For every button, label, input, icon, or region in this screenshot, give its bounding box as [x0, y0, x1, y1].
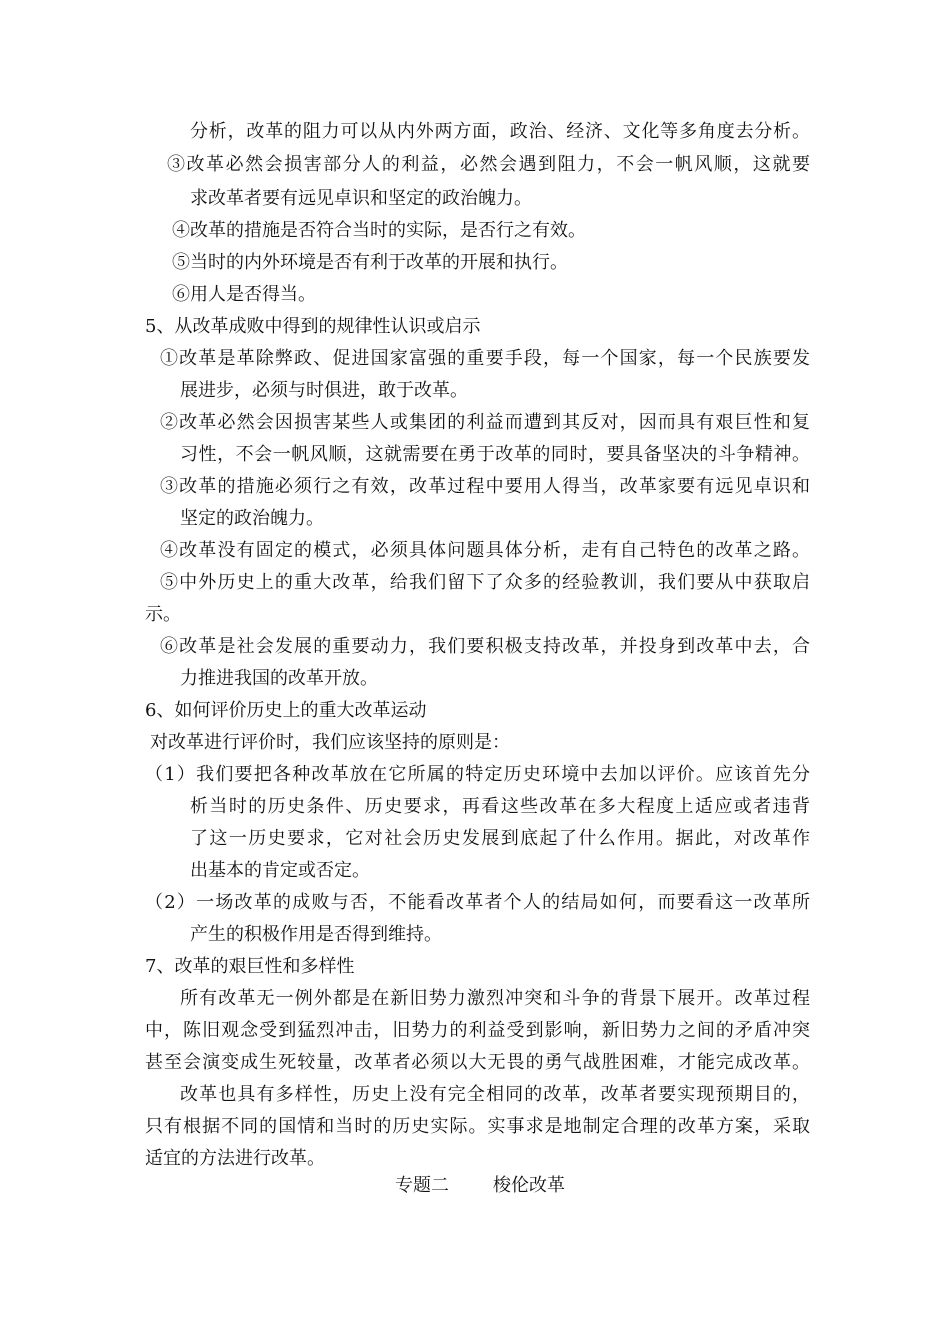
- text-line: （2）一场改革的成败与否，不能看改革者个人的结局如何，而要看这一改革所: [145, 892, 810, 913]
- text-line: 坚定的政治魄力。: [180, 508, 324, 529]
- section-heading: 7、改革的艰巨性和多样性: [145, 956, 355, 977]
- text-line: 力推进我国的改革开放。: [180, 668, 378, 689]
- section-title: [380, 1174, 580, 1198]
- text-line: 析当时的历史条件、历史要求，再看这些改革在多大程度上适应或者违背: [190, 796, 810, 817]
- section-heading: 5、从改革成败中得到的规律性认识或启示: [145, 316, 481, 337]
- text-line: 只有根据不同的国情和当时的历史实际。实事求是地制定合理的改革方案，采取: [145, 1116, 810, 1137]
- text-line: 求改革者要有远见卓识和坚定的政治魄力。: [190, 188, 532, 209]
- text-line: 展进步，必须与时俱进，敢于改革。: [180, 380, 468, 401]
- text-line: 改革也具有多样性，历史上没有完全相同的改革，改革者要实现预期目的，: [180, 1084, 810, 1105]
- text-line: 中，陈旧观念受到猛烈冲击，旧势力的利益受到影响，新旧势力之间的矛盾冲突: [145, 1020, 810, 1041]
- text-line: 甚至会演变成生死较量，改革者必须以大无畏的勇气战胜困难，才能完成改革。: [145, 1052, 810, 1073]
- text-line: ①改革是革除弊政、促进国家富强的重要手段，每一个国家，每一个民族要发: [160, 348, 810, 369]
- section-title-name: 梭伦改革: [493, 1175, 565, 1196]
- text-line: ⑥改革是社会发展的重要动力，我们要积极支持改革，并投身到改革中去，合: [160, 636, 810, 657]
- text-line: ③改革的措施必须行之有效，改革过程中要用人得当，改革家要有远见卓识和: [160, 476, 810, 497]
- text-line: ④改革没有固定的模式，必须具体问题具体分析，走有自己特色的改革之路。: [160, 540, 810, 561]
- section-heading: 6、如何评价历史上的重大改革运动: [145, 700, 427, 721]
- text-line: 产生的积极作用是否得到维持。: [190, 924, 442, 945]
- text-line: 出基本的肯定或否定。: [190, 860, 370, 881]
- section-title-number: 专题二: [395, 1175, 449, 1196]
- text-line: 所有改革无一例外都是在新旧势力激烈冲突和斗争的背景下展开。改革过程: [180, 988, 810, 1009]
- text-line: 对改革进行评价时，我们应该坚持的原则是：: [150, 732, 510, 753]
- text-line: ⑤当时的内外环境是否有利于改革的开展和执行。: [172, 252, 568, 273]
- text-line: ④改革的措施是否符合当时的实际，是否行之有效。: [172, 220, 586, 241]
- text-line: （1）我们要把各种改革放在它所属的特定历史环境中去加以评价。应该首先分: [145, 764, 810, 785]
- text-line: 示。: [145, 604, 181, 625]
- text-line: 习性，不会一帆风顺，这就需要在勇于改革的同时，要具备坚决的斗争精神。: [180, 444, 810, 465]
- text-line: 适宜的方法进行改革。: [145, 1148, 325, 1169]
- text-line: ⑤中外历史上的重大改革，给我们留下了众多的经验教训，我们要从中获取启: [160, 572, 810, 593]
- text-line: ②改革必然会因损害某些人或集团的利益而遭到其反对，因而具有艰巨性和复: [160, 412, 810, 433]
- text-line: ③改革必然会损害部分人的利益，必然会遇到阻力，不会一帆风顺，这就要: [167, 154, 810, 175]
- text-line: ⑥用人是否得当。: [172, 284, 316, 305]
- text-line: 了这一历史要求，它对社会历史发展到底起了什么作用。据此，对改革作: [190, 828, 810, 849]
- text-line: 分析，改革的阻力可以从内外两方面，政治、经济、文化等多角度去分析。: [190, 121, 810, 142]
